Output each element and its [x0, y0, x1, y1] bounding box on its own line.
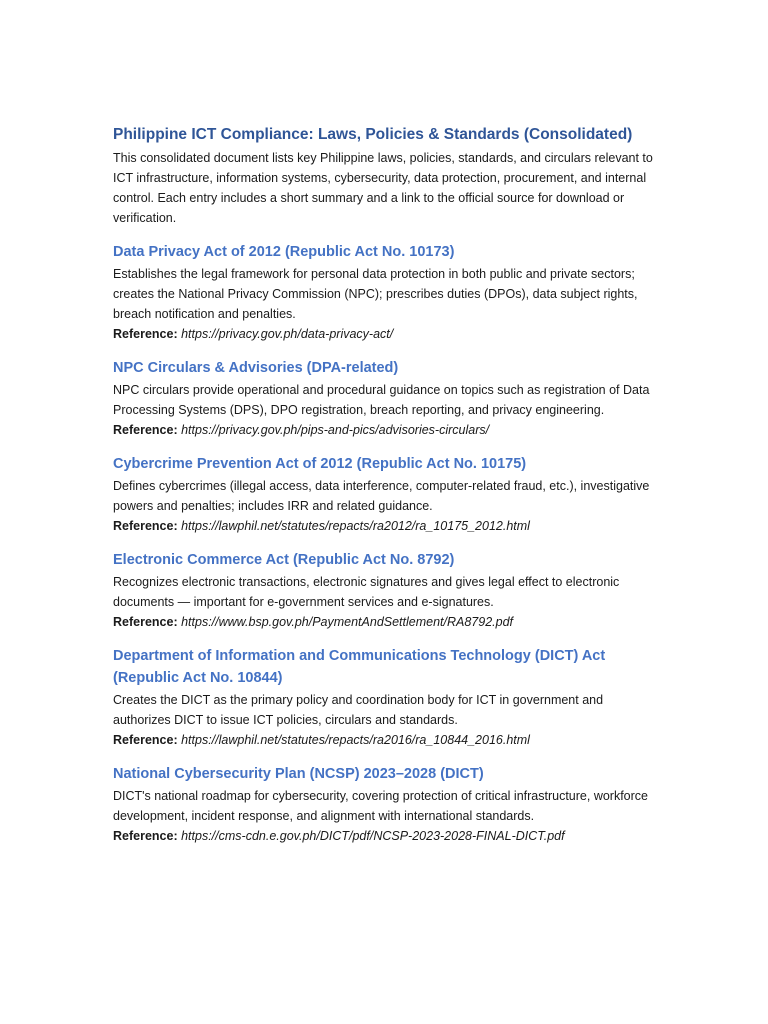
entry-summary: Defines cybercrimes (illegal access, data interference, computer-related fraud, etc.), investigative powers and penalties; includes IRR and related guidance.	[113, 479, 650, 513]
reference-link[interactable]: https://lawphil.net/statutes/repacts/ra2016/ra_10844_2016.html	[181, 733, 530, 747]
reference-link[interactable]: https://privacy.gov.ph/data-privacy-act/	[181, 327, 394, 341]
entry-title: National Cybersecurity Plan (NCSP) 2023–2028 (DICT)	[113, 766, 484, 782]
reference-label: Reference:	[113, 423, 178, 437]
document-title: Philippine ICT Compliance: Laws, Policies & Standards (Consolidated)	[113, 126, 633, 143]
reference-label: Reference:	[113, 327, 178, 341]
reference-label: Reference:	[113, 615, 178, 629]
document-page	[113, 124, 663, 846]
entry-title: Electronic Commerce Act (Republic Act No. 8792)	[113, 552, 455, 568]
entry-reference	[113, 324, 663, 344]
reference-label: Reference:	[113, 733, 178, 747]
entry-data-privacy-act	[113, 241, 663, 344]
entry-national-cybersecurity-plan	[113, 763, 663, 846]
reference-link[interactable]: https://privacy.gov.ph/pips-and-pics/advisories-circulars/	[181, 423, 490, 437]
entry-reference	[113, 612, 663, 632]
entry-title: NPC Circulars & Advisories (DPA-related)	[113, 360, 399, 376]
entry-reference	[113, 420, 663, 440]
entry-summary: Establishes the legal framework for personal data protection in both public and private sectors; creates the National Privacy Commission (NPC); prescribes duties (DPOs), data subject rights, breach notification and penalties.	[113, 267, 638, 321]
entry-cybercrime-prevention-act	[113, 453, 663, 536]
entry-summary: Creates the DICT as the primary policy and coordination body for ICT in government and authorizes DICT to issue ICT policies, circulars and standards.	[113, 693, 604, 727]
entry-title: Data Privacy Act of 2012 (Republic Act No. 10173)	[113, 244, 455, 260]
entry-title: Department of Information and Communications Technology (DICT) Act (Republic Act No. 10844)	[113, 648, 606, 686]
entry-dict-act	[113, 645, 663, 750]
entry-summary: NPC circulars provide operational and procedural guidance on topics such as registration of Data Processing Systems (DPS), DPO registration, breach reporting, and privacy engineering.	[113, 383, 650, 417]
reference-link[interactable]: https://www.bsp.gov.ph/PaymentAndSettlement/RA8792.pdf	[181, 615, 514, 629]
reference-link[interactable]: https://lawphil.net/statutes/repacts/ra2012/ra_10175_2012.html	[181, 519, 530, 533]
entry-reference	[113, 516, 663, 536]
entry-summary: Recognizes electronic transactions, electronic signatures and gives legal effect to electronic documents — important for e-government services and e-signatures.	[113, 575, 620, 609]
document-intro: This consolidated document lists key Philippine laws, policies, standards, and circulars relevant to ICT infrastructure, information systems, cybersecurity, data protection, procurement, and internal control. Each entry includes a short summary and a link to the official source for download or verification.	[113, 151, 653, 225]
entry-title: Cybercrime Prevention Act of 2012 (Republic Act No. 10175)	[113, 456, 527, 472]
entry-npc-circulars	[113, 357, 663, 440]
reference-label: Reference:	[113, 519, 178, 533]
entry-reference	[113, 826, 663, 846]
entry-summary: DICT's national roadmap for cybersecurity, covering protection of critical infrastructure, workforce development, incident response, and alignment with international standards.	[113, 789, 648, 823]
reference-label: Reference:	[113, 829, 178, 843]
entry-reference	[113, 730, 663, 750]
reference-link[interactable]: https://cms-cdn.e.gov.ph/DICT/pdf/NCSP-2023-2028-FINAL-DICT.pdf	[181, 829, 565, 843]
entry-electronic-commerce-act	[113, 549, 663, 632]
